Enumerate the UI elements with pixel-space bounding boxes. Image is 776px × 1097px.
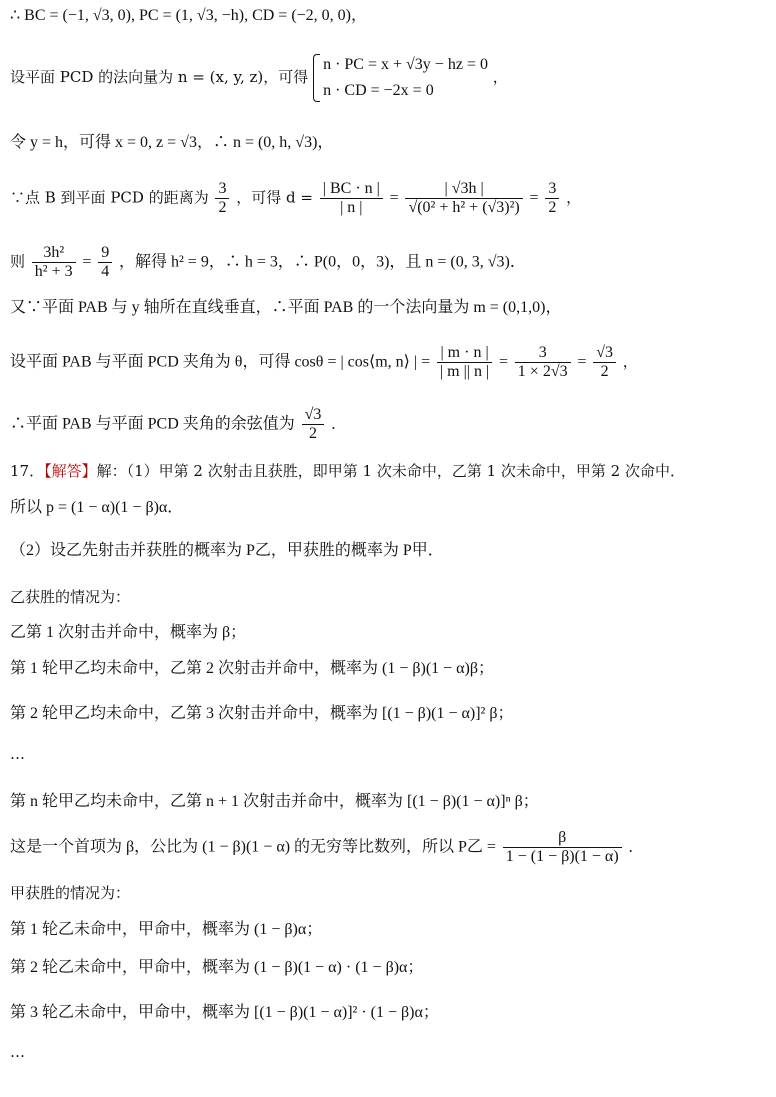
numerator: 3 [545,180,559,199]
numerator: √3 [302,406,325,425]
numerator: | BC · n | [320,180,383,199]
text-segment: ，可得 d = [236,188,313,207]
denominator: 2 [308,425,317,442]
question-17-header [10,461,685,481]
numerator: | √3h | [405,180,522,199]
fraction [98,244,112,281]
answer-line-cos-result [10,406,346,443]
text-segment: 则 [10,252,26,271]
answer-line-p-result: 所以 p = (1 − α)(1 − β)α． [10,499,184,516]
text-segment: ， [622,352,638,371]
denominator: h² + 3 [34,263,73,280]
equation-row: n · PC = x + √3y − hz = 0 [323,56,488,73]
equation-row: n · CD = −2x = 0 [323,82,434,99]
answer-line-b-case-3: 第 2 轮甲乙均未命中，乙第 3 次射击并命中，概率为 [(1 − β)(1 − α)]² β； [10,705,514,722]
fraction [437,344,492,381]
denominator: 1 × 2√3 [517,363,568,380]
denominator: √(0² + h² + (√3)²) [408,199,520,216]
answer-line-vectors: ∴ BC = (−1, √3, 0), PC = (1, √3, −h), CD = (−2, 0, 0)， [10,7,367,24]
denominator: 2 [218,199,227,216]
answer-line-part-2: （2）设乙先射击并获胜的概率为 P乙，甲获胜的概率为 P甲． [10,542,444,559]
equation-system [313,52,488,104]
answer-line-a-wins-heading: 甲获胜的情况为： [10,884,131,902]
text-segment: ， [566,188,582,207]
denominator: | m || n | [439,363,490,380]
answer-line-b-case-1: 乙第 1 次射击并命中，概率为 β； [10,624,247,641]
denominator: | n | [340,199,363,216]
text-segment: ， [492,68,508,86]
answer-line-pab-normal: 又∵平面 PAB 与 y 轴所在直线垂直，∴平面 PAB 的一个法向量为 m = (0,1,0)， [10,299,562,316]
fraction [320,180,383,217]
text-segment: 设平面 PCD 的法向量为 n = (x, y, z)，可得 [10,68,309,86]
text-segment: ． [628,837,644,856]
numerator: 3h² [32,244,76,263]
answer-line-b-case-2: 第 1 轮甲乙均未命中，乙第 2 次射击并命中，概率为 (1 − β)(1 − α)β； [10,660,495,677]
denominator: 1 − (1 − β)(1 − α) [505,848,619,865]
fraction [593,344,616,381]
answer-line-b-wins-heading: 乙获胜的情况为： [10,588,131,606]
answer-line-a-case-3: 第 3 轮乙未命中，甲命中，概率为 [(1 − β)(1 − α)]² · (1 − β)α； [10,1004,439,1021]
text-segment: 设平面 PAB 与平面 PCD 夹角为 θ，可得 cosθ = | cos⟨m, n⟩ | = [10,353,431,371]
text-segment: ∵点 B 到平面 PCD 的距离为 [10,188,209,207]
answer-line-cos-theta [10,344,638,381]
answer-line-ellipsis: … [10,745,25,763]
equals-sign: = [82,253,92,271]
equals-sign: = [389,189,399,207]
answer-line-let-y: 令 y = h，可得 x = 0, z = √3，∴ n = (0, h, √3)， [10,134,334,151]
text-segment: ，解得 h² = 9，∴ h = 3，∴ P(0，0，3)，且 n = (0, 3, √3)． [119,253,526,271]
numerator: 3 [515,344,571,363]
equals-sign: = [498,353,509,371]
fraction [405,180,522,217]
numerator: 3 [215,180,229,199]
text-segment: 解：（1）甲第 2 次射击且获胜，即甲第 1 次未命中，乙第 1 次未命中，甲第 2 次命中． [96,462,685,480]
fraction [503,829,622,866]
equals-sign: = [577,353,587,371]
fraction [545,180,559,217]
answer-line-ellipsis-end: … [10,1043,25,1061]
numerator: 9 [98,244,112,263]
numerator: √3 [593,344,616,363]
answer-line-b-sum [10,829,643,866]
answer-line-solve-h [10,244,526,281]
answer-line-a-case-2: 第 2 轮乙未命中，甲命中，概率为 (1 − β)(1 − α) · (1 − β)α； [10,959,424,976]
numerator: β [503,829,622,848]
solution-tag: 【解答】 [44,462,97,480]
fraction [302,406,325,443]
answer-line-distance [10,180,581,217]
answer-line-a-case-1: 第 1 轮乙未命中，甲命中，概率为 (1 − β)α； [10,921,323,938]
answer-line-normal-system [10,52,508,104]
equals-sign: = [529,189,539,207]
denominator: 2 [548,199,557,216]
fraction [515,344,571,381]
fraction [215,180,229,217]
text-segment: ∴平面 PAB 与平面 PCD 夹角的余弦值为 [10,415,295,433]
denominator: 4 [101,263,110,280]
question-number: 17． [10,462,45,480]
text-segment: ． [331,414,347,433]
text-segment: 这是一个首项为 β，公比为 (1 − β)(1 − α) 的无穷等比数列，所以 P乙 = [10,838,496,856]
answer-line-b-case-n: 第 n 轮甲乙均未命中，乙第 n + 1 次射击并命中，概率为 [(1 − β)(1 − α)]ⁿ β； [10,793,539,810]
numerator: | m · n | [437,344,492,363]
denominator: 2 [600,363,609,380]
fraction [32,244,76,281]
